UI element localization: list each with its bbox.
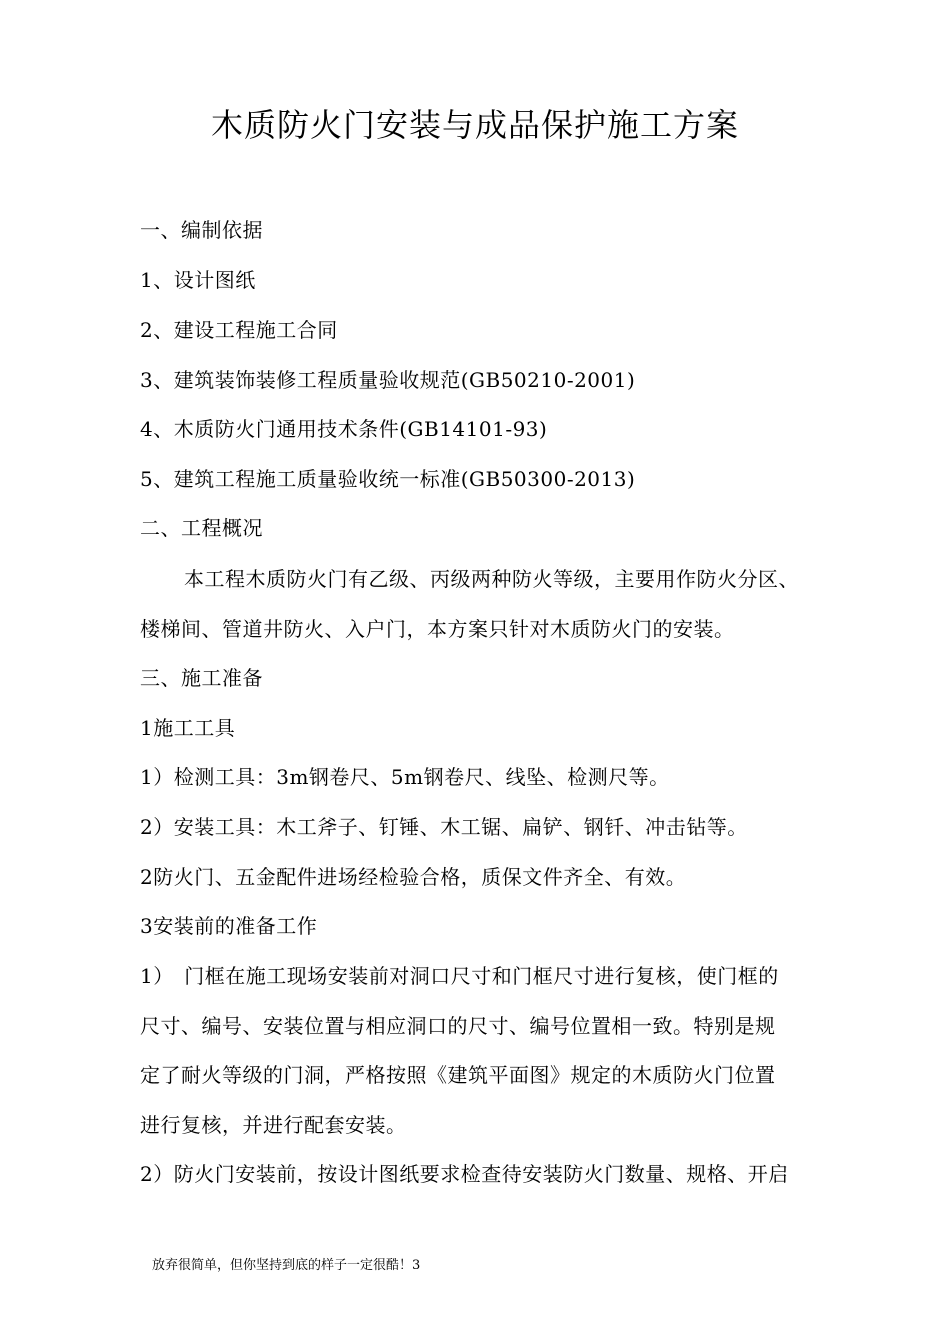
basis-item-1: 1、设计图纸 [140, 268, 256, 292]
page-footer: 放弃很简单，但你坚持到底的样子一定很酷！3 [152, 1258, 421, 1273]
overview-paragraph-line-1: 本工程木质防火门有乙级、丙级两种防火等级，主要用作防火分区、 [184, 567, 799, 591]
prep-3-1-line-1: 1） 门框在施工现场安装前对洞口尺寸和门框尺寸进行复核，使门框的 [140, 964, 779, 988]
document-title: 木质防火门安装与成品保护施工方案 [210, 106, 739, 144]
basis-item-3: 3、建筑装饰装修工程质量验收规范(GB50210-2001) [140, 368, 636, 392]
section-heading-basis: 一、编制依据 [140, 218, 263, 242]
basis-item-4: 4、木质防火门通用技术条件(GB14101-93) [140, 417, 548, 441]
basis-item-5: 5、建筑工程施工质量验收统一标准(GB50300-2013) [140, 467, 636, 491]
prep-tools-installation: 2）安装工具：木工斧子、钉锤、木工锯、扁铲、钢钎、冲击钻等。 [140, 815, 748, 839]
prep-tools-inspection: 1）检测工具：3m钢卷尺、5m钢卷尺、线坠、检测尺等。 [140, 765, 670, 789]
prep-3-1-line-2: 尺寸、编号、安装位置与相应洞口的尺寸、编号位置相一致。特别是规 [140, 1014, 776, 1038]
basis-item-2: 2、建设工程施工合同 [140, 318, 338, 342]
prep-3-2-line-1: 2）防火门安装前，按设计图纸要求检查待安装防火门数量、规格、开启 [140, 1162, 789, 1186]
prep-item-2: 2防火门、五金配件进场经检验合格，质保文件齐全、有效。 [140, 865, 687, 889]
section-heading-overview: 二、工程概况 [140, 516, 263, 540]
section-heading-preparation: 三、施工准备 [140, 666, 263, 690]
prep-subheading-3: 3安装前的准备工作 [140, 914, 318, 938]
prep-subheading-tools: 1施工工具 [140, 716, 236, 740]
prep-3-1-line-4: 进行复核，并进行配套安装。 [140, 1113, 407, 1137]
overview-paragraph-line-2: 楼梯间、管道井防火、入户门，本方案只针对木质防火门的安装。 [140, 617, 735, 641]
prep-3-1-line-3: 定了耐火等级的门洞，严格按照《建筑平面图》规定的木质防火门位置 [140, 1063, 776, 1087]
